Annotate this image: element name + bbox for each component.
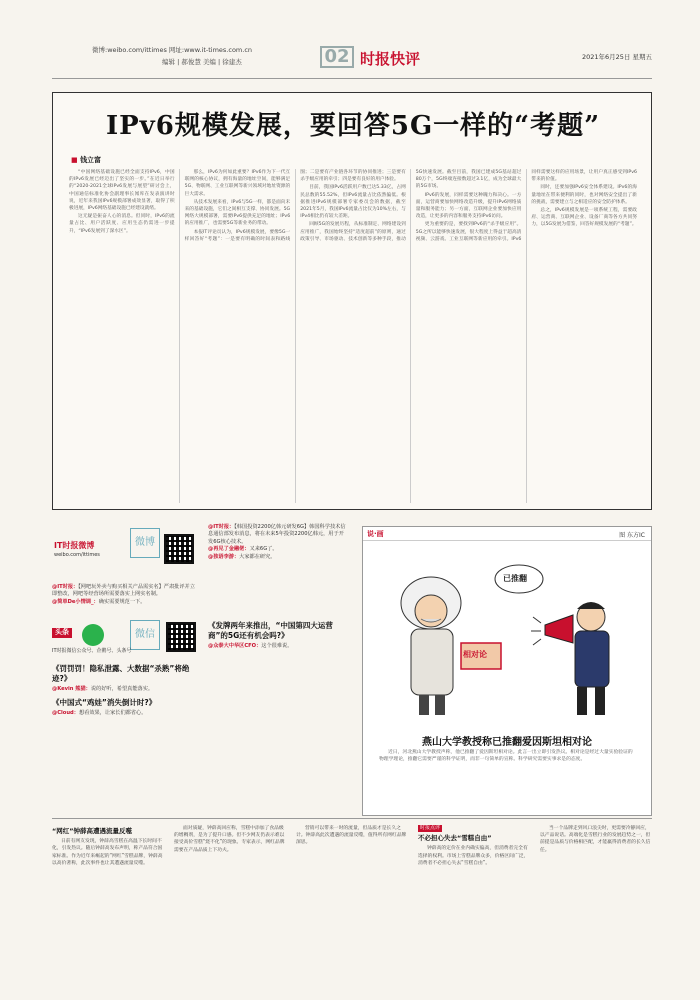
post-source: @独语李游：: [208, 553, 240, 560]
cartoon-box: [362, 526, 652, 816]
einstein-leg: [435, 695, 445, 715]
cartoon-header: [363, 527, 651, 541]
lead-paragraph: 总之，IPv6规模发展是一项系统工程，需要政府、运营商、互联网企业、设备厂商等各方共同努力，以5G发展为借鉴，回答好规模发展的“考题”。: [531, 208, 637, 228]
einstein-body: [411, 629, 453, 695]
weibo-qr-code: [164, 534, 194, 564]
hot-comment: [52, 710, 200, 717]
post-source: @再见了金融佬：: [208, 546, 250, 553]
lead-byline: ■ 钱立富: [71, 155, 101, 165]
lead-paragraph: 同时，还要加强IPv6安全体系建设。IPv6的海量地址在带来便利的同时，也对网络安全提出了新的挑战，需要建立与之相适应的安全防护体系。: [531, 185, 637, 205]
weibo-post: [52, 599, 200, 606]
hot-desc: IT时报微信公众号、企鹅号、头条号: [52, 648, 132, 655]
bottom-text: 日前有网友发现，钟薛高雪糕在高温下长时间不化，引发热议。随后钟薛高发布声明，称产品符合国家标准。作为近年来崛起的“网红”雪糕品牌，钟薛高以高价著称，此次事件也让其遭遇流量反噬。: [52, 839, 163, 866]
lead-paragraph: “中国网络基础设施已经全面支持IPv6，中国的IPv6发展已经迈出了坚实的一步。”在近日举行的“2020-2021全球IPv6发展与展望”研讨会上，中国通信标准化协会副理事长闻库在发表演讲时说，近年来我国IPv6规模部署成效显著，取得了积极进展，IPv6网络基础设施已经建设就绪。: [69, 170, 175, 212]
page-number: 02: [320, 46, 354, 68]
lead-paragraph: 从技术发展来看，IPv6与5G一样，都是面向未来的基础设施，它们之间相互支撑、协同发展。5G网络大规模部署，需要IPv6提供充足的地址；IPv6的应用推广，也需要5G等新业务的带动。: [184, 199, 291, 227]
lead-paragraph: 本报IT评论员认为，IPv6规模发展，要像5G一样回答好“考题”：一是要有明确的时间表和路线图；二是要有产业链各环节的协同推进；三是要有杀手级应用的牵引；四是要有良好的用户体验。: [184, 170, 406, 242]
masthead-rule: [52, 78, 652, 79]
post-source: @IT时报：: [52, 584, 79, 590]
post-text: 确实需要规范一下。: [98, 598, 146, 605]
cartoon-body: 近日，河北燕山大学教授声称，他已推翻了爱因斯坦相对论。此言一出立即引发热议。相对论是经过大量实验验证的物理学理论，推翻它需要严谨的科学证明，而非一句简单的宣称。科学研究需要实事求是的态度。: [379, 750, 633, 762]
post-source: @简单De小情调_：: [52, 598, 99, 605]
post-text: 大家都在研究。: [239, 553, 276, 560]
lead-headline: IPv6规模发展，要回答5G一样的“考题”: [105, 111, 601, 141]
masthead: [52, 40, 652, 82]
weibo-post: [208, 524, 348, 546]
einstein-leg: [419, 695, 429, 715]
post-text: 【网吧玩外卖与购买相关产品需实名】严肃批评并立即整改，网吧等经营场所需要落实上网实名制。: [52, 584, 195, 598]
cartoon-credit: 图 东方IC: [619, 532, 645, 539]
weibo-stamp: 微博: [130, 528, 160, 558]
comment-source: @众泰大中华区CFO：: [208, 643, 262, 650]
weibo-posts: [52, 584, 200, 717]
section-title: 时报快评: [360, 50, 421, 68]
masthead-contact: 微博:weibo.com/ittimes 网址:www.it-times.com.cn: [92, 46, 253, 54]
wechat-stamp: 微信: [130, 620, 160, 650]
bottom-col-4: [418, 825, 530, 867]
speech-text: 已推翻: [503, 574, 527, 583]
wechat-icon: [82, 624, 104, 646]
lead-paragraph: IPv6的发展，同样需要这种魄力和决心。一方面，运营商要加快网络改造升级，提升IPv6网络质量和服务能力；另一方面，互联网企业要加快应用改造，让更多的内容和服务支持IPv6访问。: [415, 192, 522, 220]
lower-section: [52, 520, 652, 815]
wechat-qr-code: [166, 622, 196, 652]
hot-bar: [52, 620, 200, 660]
comment-text: 说的好听，希望真能落实。: [90, 686, 154, 693]
hot-comment: [208, 643, 348, 650]
bottom-col-3: [296, 825, 408, 847]
lead-paragraph: 回顾5G的发展历程，从标准制定、网络建设到应用推广，我国始终坚持“适度超前”的原则，通过政策引导、市场驱动、技术创新等多种手段，推动5G快速发展。截至目前，我国已建成5G基站超过80万个，5G终端连接数超过3.1亿，成为全球最大的5G市场。: [300, 170, 522, 242]
hot-item-title: 《罚罚罚！隐私泄露、大数据“杀熟”将绝迹?》: [52, 664, 190, 684]
post-text: 又来6G了。: [249, 546, 278, 553]
lead-paragraph: 那么，IPv6为何如此重要？IPv6作为下一代互联网的核心协议，拥有海量的地址空间，能够满足5G、物联网、工业互联网等新兴领域对地址资源的巨大需求。: [184, 170, 291, 197]
bottom-headline: 不必担心失去“雪糕自由”: [418, 834, 492, 843]
bottom-section: [52, 818, 652, 994]
bottom-text: 面对质疑，钟薛高回应称，雪糕中添加了食品级的增稠剂，是为了提升口感。但不少网友仍表示难以接受高价雪糕“烧不化”的现象。专家表示，网红品牌需要在产品品质上下功夫。: [174, 826, 285, 853]
hot-item-title: 《发牌两年来推出，“中国第四大运营商”的5G还有机会吗?》: [208, 621, 333, 641]
lead-paragraph: 这无疑是振奋人心的消息。但同时，IPv6的流量占比、用户活跃度、应用生态仍需进一步提升，“IPv6发展到了深水区”。: [69, 214, 175, 234]
weibo-post: [208, 554, 348, 561]
speaker-leg: [577, 687, 587, 715]
weibo-post: [52, 584, 200, 599]
bottom-col-2: [174, 825, 286, 854]
comment-text: 想看效果，让家长们都省心。: [78, 709, 147, 716]
speaker-leg: [595, 687, 605, 715]
bottom-text: 营销可以带来一时的流量，但品质才是长久之计。钟薛高此次遭遇的流量反噬，值得所有网红品牌深思。: [296, 826, 407, 846]
hot-tag: 头条: [52, 628, 72, 637]
weibo-url: weibo.com/ittimes: [54, 552, 100, 558]
lead-paragraph: 目前，我国IPv6活跃用户数已达5.33亿，占网民总数的55.52%，但IPv6流量占比依然偏低。根据推进IPv6规模部署专家委员会的数据，截至2021年5月，我国IPv6流量占比仅为10%左右，与IPv4相比仍有较大差距。: [300, 185, 406, 220]
speaker-body: [575, 631, 609, 687]
post-source: @IT时报：: [208, 524, 235, 530]
hot-comment: [52, 686, 200, 693]
bottom-headline: “网红”钟薛高遭遇流量反噬: [52, 827, 133, 835]
cartoon-caption: 燕山大学教授称已推翻爱因斯坦相对论: [422, 737, 592, 748]
comment-text: 这个很难说。: [261, 643, 293, 650]
lead-body: [69, 169, 637, 503]
cartoon-tag: 说·画: [367, 530, 384, 538]
weibo-block: [52, 526, 200, 578]
weibo-label: IT时报微博: [54, 541, 95, 550]
hot-item-title: 《中国式“鸡娃”消失倒计时?》: [52, 697, 157, 707]
post-text: 【韩国投资2200亿韩元研发6G】韩国科学技术信息通信部发布消息，将在未来5年投资2200亿韩元，用于开发6G核心技术。: [208, 524, 346, 545]
sign-text: 相对论: [463, 650, 487, 659]
lead-paragraph: 更为重要的是，要找到IPv6的“杀手级应用”。5G之所以能够快速发展，很大程度上得益于超高清视频、云游戏、工业互联网等新应用的牵引。IPv6同样需要这样的应用场景，让用户真正感受到IPv6带来的价值。: [415, 170, 637, 242]
lead-article: [52, 92, 652, 510]
cartoon-illustration: [369, 545, 645, 723]
bottom-text: 钟薛高的定价在业内确实偏高，但消费者完全有选择的权利。市场上雪糕品牌众多，价格区间广泛，消费者不必担心失去“雪糕自由”。: [418, 846, 529, 866]
comment-source: @Cloud：: [52, 709, 79, 716]
masthead-info: [92, 44, 252, 68]
weibo-posts-2: [208, 524, 348, 650]
bottom-text: 当一个品牌走到风口浪尖时，更需要冷静回应，以产品说话。高端化是雪糕行业的发展趋势之一，但前提是品质与价格相匹配，才能赢得消费者的长久信任。: [540, 826, 651, 853]
issue-date: 2021年6月25日 星期五: [581, 53, 652, 61]
bottom-col-5: [540, 825, 652, 854]
masthead-editors: 编辑 | 郝俊慧 美编 | 徐建杰: [162, 58, 242, 66]
bottom-col-1: [52, 825, 164, 867]
comment-source: @Kevin 熊猫：: [52, 686, 91, 693]
weibo-post: [208, 546, 348, 553]
comment-tag: 时报点评: [420, 825, 441, 831]
